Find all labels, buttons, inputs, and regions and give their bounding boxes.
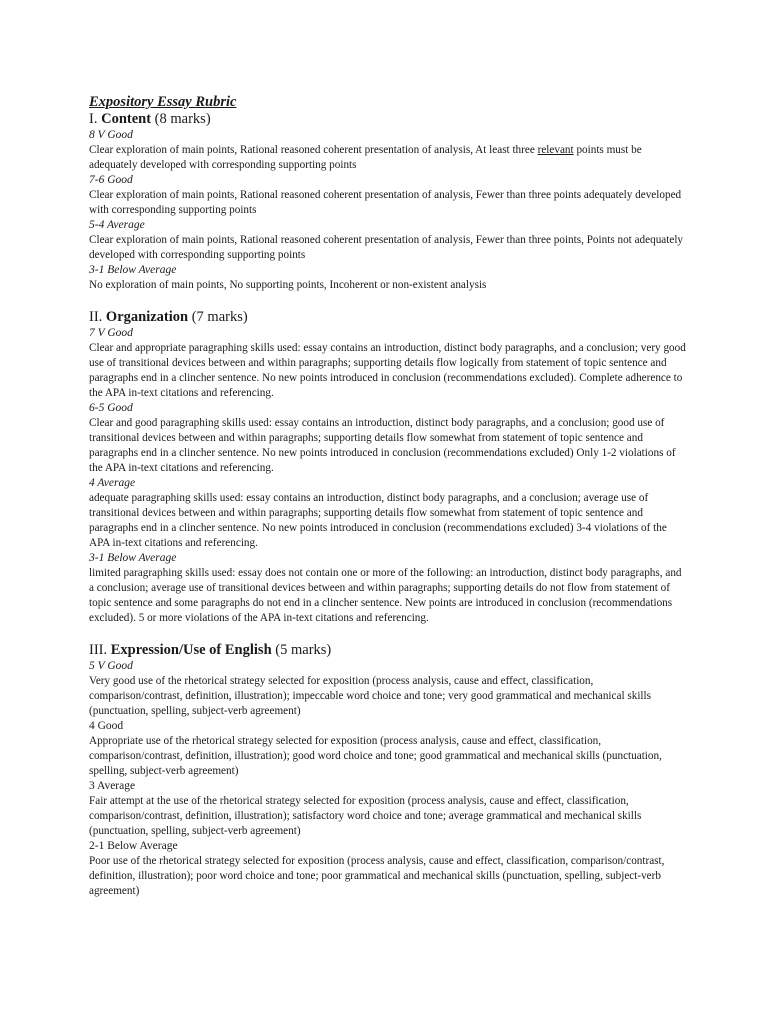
section-spacer [89,626,689,642]
section-marks-prefix: ( [271,642,281,658]
section-content [89,111,689,293]
section-marks: 8 marks) [159,111,211,127]
level-label: 4 Average [89,477,136,489]
section-name: Content [101,111,152,127]
level-description: adequate paragraphing skills used: essay contains an introduction, distinct body paragraphs, and a conclusion; average use of transitional devices between and within paragraphs; supporting details flow somewhat from statement of topic sentence and paragraphs end in a clincher sentence. No new points introduced in conclusion (recommendations excluded) 3-4 violations of the APA in-text citations and referencing. [89,492,667,549]
level-label: 3-1 Below Average [89,264,177,276]
level-description: Poor use of the rhetorical strategy selected for exposition (process analysis, cause and effect, classification, comparison/contrast, definition, illustration); poor word choice and tone; poor grammatical and mechanical skills (punctuation, spelling, subject-verb agreement) [89,855,665,897]
section-marks: (7 marks) [191,309,248,325]
level-label: 5 V Good [89,660,133,672]
level-label: 8 V Good [89,129,133,141]
section-heading [89,111,689,128]
level-description: No exploration of main points, No supporting points, Incoherent or non-existent analysis [89,279,487,291]
section-marks-prefix: ( [151,111,160,127]
level-description: Clear and good paragraphing skills used: essay contains an introduction, distinct body paragraphs, and a conclusion; good use of transitional devices between and within paragraphs; supporting details flow somewhat from statement of topic sentence and paragraphs end in a clincher sentence. No new points introduced in conclusion (recommendations excluded) Only 1-2 violations of the APA in-text citations and referencing. [89,417,676,474]
level-label: 4 Good [89,720,124,732]
section-number: I. [89,111,98,127]
section-spacer [89,293,689,309]
level-label: 6-5 Good [89,402,133,414]
section-heading [89,642,689,659]
section-marks: 5 marks) [280,642,332,658]
level-description [89,143,689,173]
section-heading [89,309,689,326]
rubric-content [89,94,689,899]
level-description: Clear exploration of main points, Rational reasoned coherent presentation of analysis, Fewer than three points adequately developed with corresponding supporting points [89,189,682,216]
level-description: Fair attempt at the use of the rhetorical strategy selected for exposition (process analysis, cause and effect, classification, comparison/contrast, definition, illustration); satisfactory word choice and tone; average grammatical and mechanical skills (punctuation, spelling, subject-verb agreement) [89,795,642,837]
level-label: 3-1 Below Average [89,552,177,564]
level-label: 3 Average [89,780,136,792]
section-organization [89,309,689,626]
underlined-word: relevant [537,144,574,156]
level-description: Very good use of the rhetorical strategy selected for exposition (process analysis, cause and effect, classification, comparison/contrast, definition, illustration); impeccable word choice and tone; very good grammatical and mechanical skills (punctuation, spelling, subject-verb agreement) [89,675,651,717]
level-description: Appropriate use of the rhetorical strategy selected for exposition (process analysis, cause and effect, classification, comparison/contrast, definition, illustration); good word choice and tone; good grammatical and mechanical skills (punctuation, spelling, subject-verb agreement) [89,735,662,777]
document-title: Expository Essay Rubric [89,94,237,110]
level-description: Clear exploration of main points, Rational reasoned coherent presentation of analysis, Fewer than three points, Points not adequately developed with corresponding supporting points [89,234,684,261]
section-name: Organization [105,309,189,325]
level-label: 5-4 Average [89,219,145,231]
level-description: limited paragraphing skills used: essay does not contain one or more of the following: an introduction, distinct body paragraphs, and a conclusion; average use of transitional devices between and within paragraphs; supporting details do not flow from statement of topic sentence and some paragraphs do not end in a clincher sentence. New points are introduced in conclusion (recommendations excluded). 5 or more violations of the APA in-text citations and referencing. [89,567,682,624]
level-label: 2-1 Below Average [89,840,178,852]
section-name: Expression/Use of English [110,642,272,658]
description-text: points must be adequately developed with corresponding supporting points [89,144,642,171]
section-expression [89,642,689,899]
section-number: III. [89,642,108,658]
level-label: 7 V Good [89,327,133,339]
level-description: Clear and appropriate paragraphing skills used: essay contains an introduction, distinct body paragraphs, and a conclusion; very good use of transitional devices between and within paragraphs; supporting details flow logically from statement of topic sentence and paragraphs end in a clincher sentence. No new points introduced in conclusion (recommendations excluded). Complete adherence to the APA in-text citations and referencing. [89,342,686,399]
level-label: 7-6 Good [89,174,133,186]
section-number: II. [89,309,103,325]
description-text: Clear exploration of main points, Rational reasoned coherent presentation of analysis, At least three [89,144,538,156]
